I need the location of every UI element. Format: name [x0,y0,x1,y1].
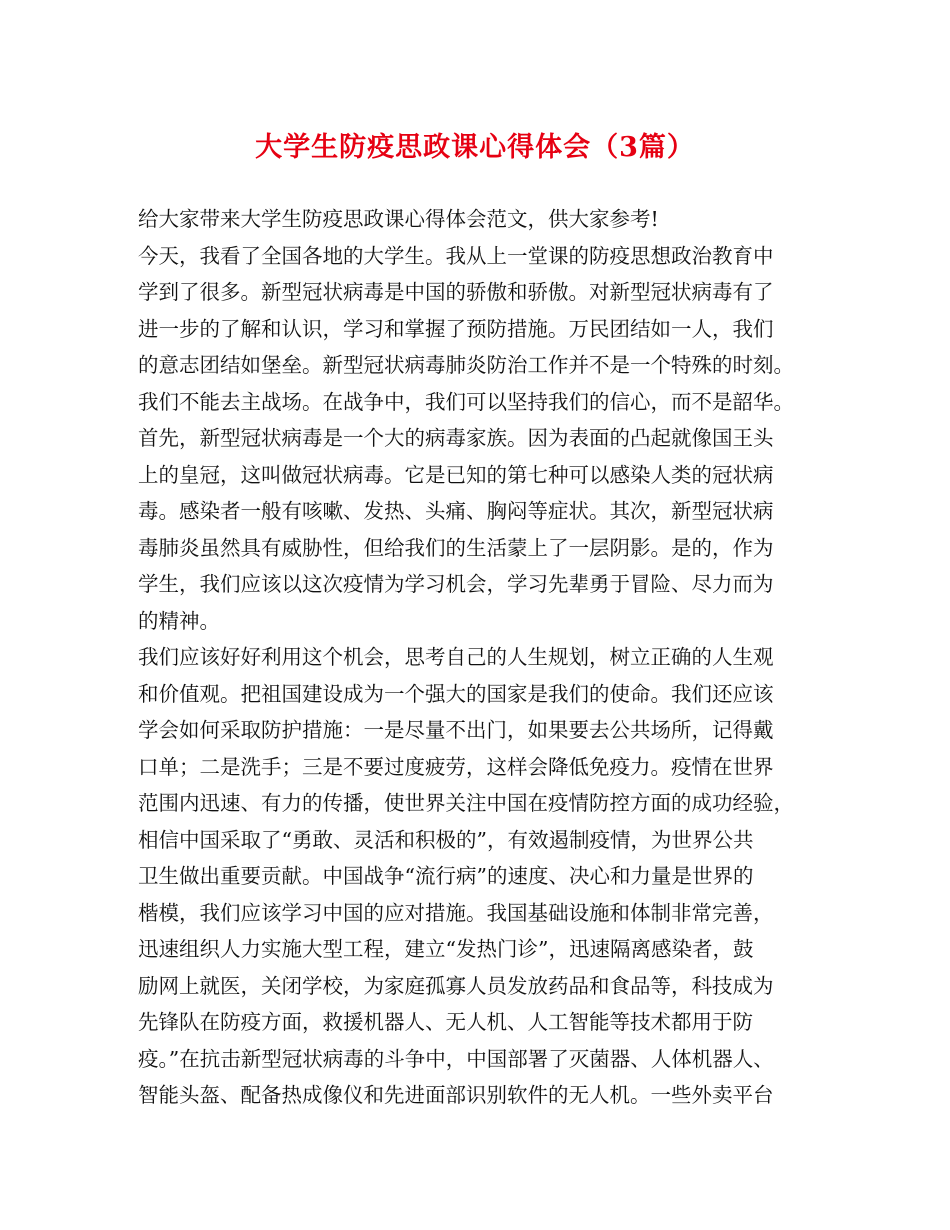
text-line: 进一步的了解和认识，学习和掌握了预防措施。万民团结如一人，我们 [138,316,774,341]
text-line: 先锋队在防疫方面，救援机器人、无人机、人工智能等技术都用于防 [138,1010,753,1034]
text-line: 毒。感染者一般有咳嗽、发热、头痛、胸闷等症状。其次，新型冠状病 [138,499,774,523]
text-line: 口单；二是洗手；三是不要过度疲劳，这样会降低免疫力。疫情在世界 [138,754,774,779]
text-line: 的精神。 [138,608,220,633]
text-line: 上的皇冠，这叫做冠状病毒。它是已知的第七种可以感染人类的冠状病 [138,462,774,487]
text-line: 毒肺炎虽然具有威胁性，但给我们的生活蒙上了一层阴影。是的，作为 [138,535,774,560]
text-line: 励网上就医，关闭学校，为家庭孤寡人员发放药品和食品等，科技成为 [138,973,774,998]
text-line: 学会如何采取防护措施：一是尽量不出门，如果要去公共场所，记得戴 [138,718,774,742]
document-title: 大学生防疫思政课心得体会（3篇） [255,132,695,163]
text-line: 迅速组织人力实施大型工程，建立“发热门诊”，迅速隔离感染者，鼓 [138,937,754,961]
text-line: 今天，我看了全国各地的大学生。我从上一堂课的防疫思想政治教育中 [138,243,774,268]
text-line: 我们应该好好利用这个机会，思考自己的人生规划，树立正确的人生观 [138,645,774,669]
text-line: 学到了很多。新型冠状病毒是中国的骄傲和骄傲。对新型冠状病毒有了 [138,280,774,304]
text-line: 我们不能去主战场。在战争中，我们可以坚持我们的信心，而不是韶华。 [138,389,794,414]
text-line: 首先，新型冠状病毒是一个大的病毒家族。因为表面的凸起就像国王头 [138,426,774,450]
text-line: 学生，我们应该以这次疫情为学习机会，学习先辈勇于冒险、尽力而为 [138,572,774,596]
text-line: 疫。”在抗击新型冠状病毒的斗争中，中国部署了灭菌器、人体机器人、 [138,1046,774,1071]
text-line: 和价值观。把祖国建设成为一个强大的国家是我们的使命。我们还应该 [138,681,774,706]
text-line: 的意志团结如堡垒。新型冠状病毒肺炎防治工作并不是一个特殊的时刻。 [138,353,794,377]
document-body [138,201,828,1114]
text-line: 范围内迅速、有力的传播，使世界关注中国在疫情防控方面的成功经验， [138,791,794,815]
text-line: 智能头盔、配备热成像仪和先进面部识别软件的无人机。一些外卖平台 [138,1083,774,1107]
text-line: 卫生做出重要贡献。中国战争“流行病”的速度、决心和力量是世界的 [138,864,754,888]
text-line: 给大家带来大学生防疫思政课心得体会范文，供大家参考! [138,207,659,231]
text-line: 相信中国采取了“勇敢、灵活和积极的”，有效遏制疫情，为世界公共 [138,827,754,852]
text-line: 楷模，我们应该学习中国的应对措施。我国基础设施和体制非常完善， [138,900,774,925]
